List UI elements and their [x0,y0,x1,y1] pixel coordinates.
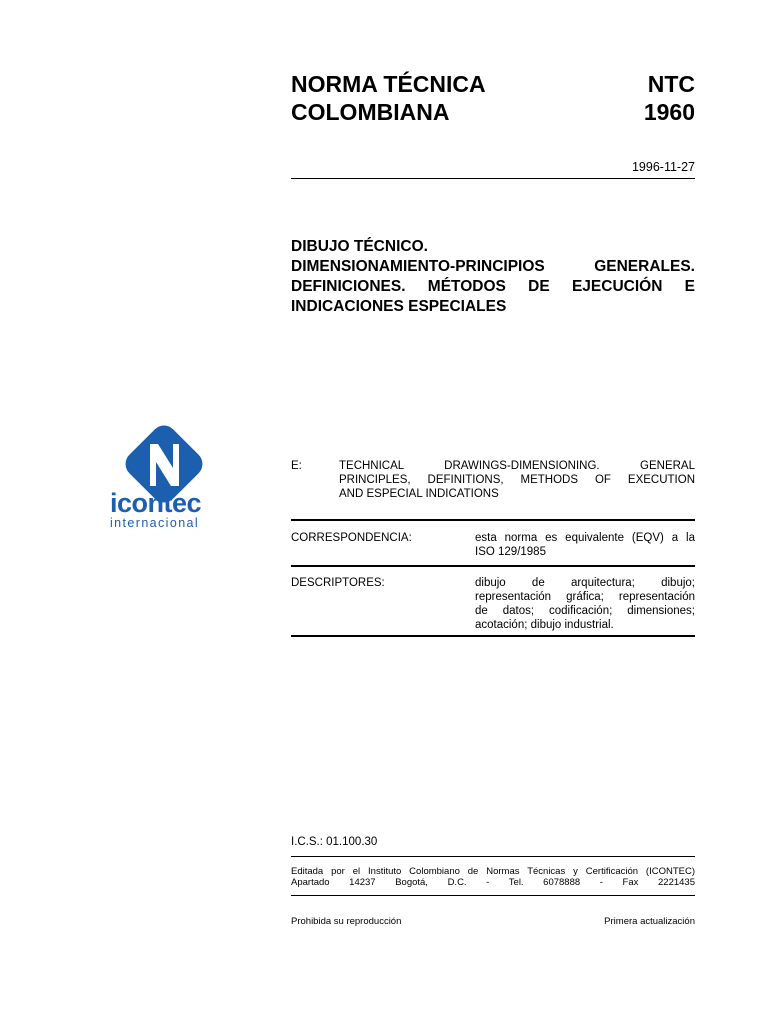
descriptores-divider [291,635,695,637]
publisher-divider [291,895,695,896]
icontec-logo [108,418,223,533]
ntc-label: NTC [647,71,695,97]
english-title [339,459,695,501]
publication-date: 1996-11-27 [631,160,695,174]
title-line2: DIMENSIONAMIENTO-PRINCIPIOS GENERALES. [291,258,695,275]
title-line4: INDICACIONES ESPECIALES [291,298,507,315]
descriptores-line4: acotación; dibujo industrial. [475,619,614,631]
header-divider [291,178,695,179]
footer-right: Primera actualización [604,916,695,927]
ntc-number [595,70,695,126]
correspondencia-divider [291,565,695,567]
publisher-line1: Editada por el Instituto Colombiano de Normas Técnicas y Certificación (ICONTEC) [291,866,695,877]
english-line2: PRINCIPLES, DEFINITIONS, METHODS OF EXECUTION [339,474,695,486]
english-label: E: [291,460,302,472]
publisher-line2: Apartado 14237 Bogotá, D.C. - Tel. 6078888 - Fax 2221435 [291,877,695,888]
ics-divider [291,856,695,857]
descriptores-line3: de datos; codificación; dimensiones; [475,605,695,617]
descriptores-label: DESCRIPTORES: [291,577,385,589]
norma-title-line1: NORMA TÉCNICA [291,71,486,97]
descriptores-value [475,576,695,632]
correspondencia-line2: ISO 129/1985 [475,546,546,558]
ics-code: I.C.S.: 01.100.30 [291,836,378,848]
document-title [291,237,695,317]
publisher-info [291,866,695,888]
icontec-logo-name: icontec [110,488,202,518]
correspondencia-line1: esta norma es equivalente (EQV) a la [475,532,695,544]
footer-left: Prohibida su reproducción [291,916,402,927]
title-line3: DEFINICIONES. MÉTODOS DE EJECUCIÓN E [291,278,695,295]
norma-title [291,70,591,126]
correspondencia-label: CORRESPONDENCIA: [291,532,412,544]
english-divider [291,519,695,521]
descriptores-line2: representación gráfica; representación [475,591,695,603]
english-line1: TECHNICAL DRAWINGS-DIMENSIONING. GENERAL [339,460,695,472]
correspondencia-value [475,531,695,559]
icontec-logo-subtitle: internacional [110,516,200,530]
ntc-code: 1960 [643,99,695,125]
english-line3: AND ESPECIAL INDICATIONS [339,488,499,500]
descriptores-line1: dibujo de arquitectura; dibujo; [475,577,695,589]
norma-title-line2: COLOMBIANA [291,99,450,125]
title-line1: DIBUJO TÉCNICO. [291,238,428,255]
